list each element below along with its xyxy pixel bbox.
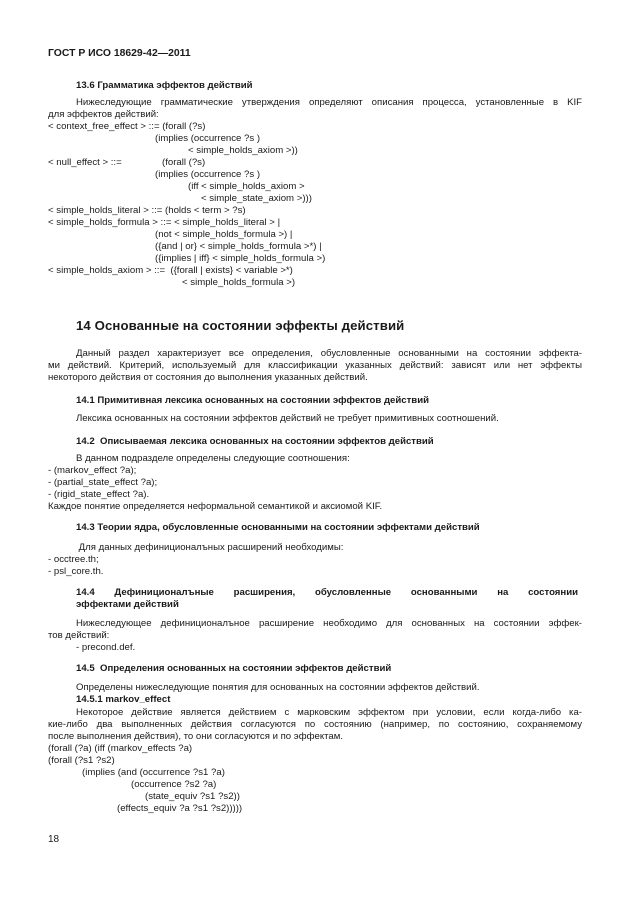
section-13-6-title: 13.6 Грамматика эффектов действий bbox=[76, 80, 253, 91]
document-header: ГОСТ Р ИСО 18629-42—2011 bbox=[48, 48, 191, 59]
grammar-line: (implies (occurrence ?s ) bbox=[155, 133, 261, 144]
section-14-3-title: 14.3 Теории ядра, обусловленные основанными на состоянии эффектами действий bbox=[76, 522, 480, 533]
section-14-3-line: - occtree.th; bbox=[48, 554, 99, 565]
code-line: (occurrence ?s2 ?a) bbox=[131, 779, 217, 790]
section-14-paragraph-line-2: ми действий. Критерий, используемый для классификации указанных действий: зависят или нет эффекты bbox=[48, 360, 582, 371]
section-14-4-line-1: Нижеследующее дефиниционалъное расширение необходимо для основанных на состоянии эффек- bbox=[76, 618, 582, 629]
code-line: (forall (?a) (iff (markov_effects ?a) bbox=[48, 743, 193, 754]
section-14-2-line: - (partial_state_effect ?a); bbox=[48, 477, 158, 488]
grammar-line: < simple_holds_formula >) bbox=[182, 277, 296, 288]
section-14-4-line-2: тов действий: bbox=[48, 630, 110, 641]
code-line: (implies (and (occurrence ?s1 ?a) bbox=[82, 767, 225, 778]
code-line: (effects_equiv ?a ?s1 ?s2))))) bbox=[117, 803, 243, 814]
section-14-2-line: - (rigid_state_effect ?a). bbox=[48, 489, 150, 500]
grammar-line: < simple_holds_axiom > ::= ({forall | exists} < variable >*) bbox=[48, 265, 293, 276]
code-line: (forall (?s1 ?s2) bbox=[48, 755, 115, 766]
section-14-4-title-line-1: 14.4 Дефиниционалъные расширения, обусловленные основанными на состоянии bbox=[76, 587, 578, 598]
grammar-line: (implies (occurrence ?s ) bbox=[155, 169, 261, 180]
grammar-line: < context_free_effect > ::= (forall (?s) bbox=[48, 121, 206, 132]
section-14-1-title: 14.1 Примитивная лексика основанных на состоянии эффектов действий bbox=[76, 395, 430, 406]
grammar-line: < simple_state_axiom >))) bbox=[201, 193, 312, 204]
code-line: (state_equiv ?s1 ?s2)) bbox=[145, 791, 240, 802]
grammar-line: < null_effect > ::= bbox=[48, 157, 122, 168]
grammar-line: ({implies | iff} < simple_holds_formula >) bbox=[155, 253, 326, 264]
grammar-line: < simple_holds_literal > ::= (holds < term > ?s) bbox=[48, 205, 246, 216]
section-14-3-line: - psl_core.th. bbox=[48, 566, 104, 577]
section-14-5-1-title: 14.5.1 markov_effect bbox=[76, 694, 171, 705]
section-14-2-line: - (markov_effect ?a); bbox=[48, 465, 137, 476]
grammar-line: ({and | or} < simple_holds_formula >*) | bbox=[155, 241, 322, 252]
section-14-5-1-paragraph-line-2: кие-либо два выполненных действия согласуются по состоянию (например, по состоянию, сохраняемому bbox=[48, 719, 582, 730]
section-14-2-line: В данном подразделе определены следующие соотношения: bbox=[76, 453, 350, 464]
section-14-4-line-3: - precond.def. bbox=[76, 642, 136, 653]
section-13-6-intro-line-1: Нижеследующие грамматические утверждения определяют описания процесса, установленные в KIF bbox=[76, 97, 582, 108]
section-14-5-text: Определены нижеследующие понятия для основанных на состоянии эффектов действий. bbox=[76, 682, 480, 693]
section-14-paragraph-line-1: Данный раздел характеризует все определения, обусловленные основанными на состоянии эффекта- bbox=[76, 348, 582, 359]
section-14-5-1-paragraph-line-3: после выполнения действия), то они согласуются и по эффектам. bbox=[48, 731, 344, 742]
grammar-line: (not < simple_holds_formula >) | bbox=[155, 229, 293, 240]
section-14-2-title: 14.2 Описываемая лексика основанных на состоянии эффектов действий bbox=[76, 436, 434, 447]
section-14-paragraph-line-3: некоторого действия от состояния до выполнения указанных действий. bbox=[48, 372, 368, 383]
section-14-5-title: 14.5 Определения основанных на состоянии эффектов действий bbox=[76, 663, 392, 674]
section-14-5-1-paragraph-line-1: Некоторое действие является действием с марковским эффектом при условии, если когда-либо ка- bbox=[76, 707, 582, 718]
grammar-line: (forall (?s) bbox=[162, 157, 206, 168]
grammar-line: < simple_holds_formula > ::= < simple_holds_literal > | bbox=[48, 217, 281, 228]
section-14-4-title-line-2: эффектами действий bbox=[76, 599, 179, 610]
section-14-3-line: Для данных дефиниционалъных расширений необходимы: bbox=[76, 542, 344, 553]
section-13-6-intro-line-2: для эффектов действий: bbox=[48, 109, 159, 120]
page-number: 18 bbox=[48, 834, 60, 845]
grammar-line: (iff < simple_holds_axiom > bbox=[188, 181, 305, 192]
section-14-1-text: Лексика основанных на состоянии эффектов действий не требует примитивных соотношений. bbox=[76, 413, 499, 424]
grammar-line: < simple_holds_axiom >)) bbox=[188, 145, 298, 156]
section-14-title: 14 Основанные на состоянии эффекты действий bbox=[76, 318, 405, 333]
section-14-2-line: Каждое понятие определяется неформальной семантикой и аксиомой KIF. bbox=[48, 501, 383, 512]
